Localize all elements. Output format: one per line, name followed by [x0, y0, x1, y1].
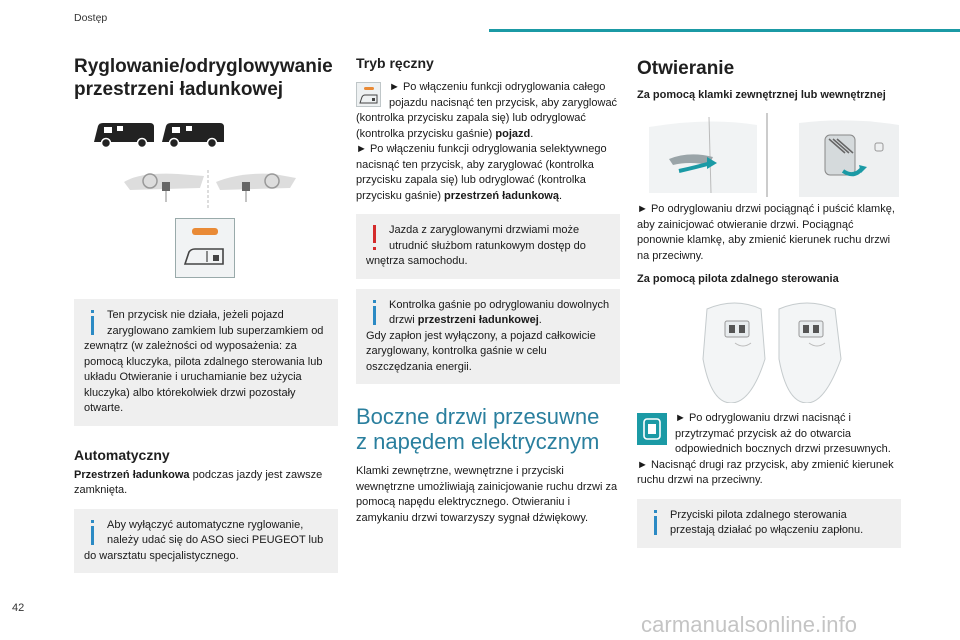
remote-key-illustration	[695, 299, 901, 403]
manual-p2-text: ► Po włączeniu funkcji odryglowania selektywnego nacisnąć ten przycisk, aby zaryglować (kontrolka przycisku zapala się) lub odryglować (kontrolka przycisku gaśnie)	[356, 143, 607, 202]
handle-text: ► Po odryglowaniu drzwi pociągnąć i puścić klamkę, aby zainicjować otwieranie drzwi. Pociągnąć ponownie klamkę, aby zmienić kierunek ruchu drzwi na przeciwny.	[637, 203, 895, 262]
title-line-2: przestrzeni ładunkowej	[74, 79, 284, 100]
door-handle-icons	[649, 113, 899, 197]
warning-icon	[372, 225, 377, 253]
dashboard-icons	[120, 168, 300, 210]
column-middle	[356, 55, 620, 526]
column-left	[74, 55, 338, 573]
info-icon	[90, 310, 95, 338]
info-indicator-bold: przestrzeni ładunkowej	[417, 314, 539, 326]
title-line-1: Ryglowanie/odryglowywanie	[74, 56, 333, 77]
automatic-text-rest: podczas jazdy jest zawsze zamknięta.	[74, 468, 323, 496]
indicator-light	[192, 228, 218, 235]
header-accent-bar	[489, 29, 960, 32]
watermark: carmanualsonline.info	[641, 612, 858, 637]
sliding-doors-text: Klamki zewnętrzne, wewnętrzne i przyciski wewnętrzne umożliwiają zainicjowanie ruchu drzwi za pomocą napędu elektrycznego. Otwieraniu i zamykaniu drzwi towarzyszy sygnał dźwiękowy.	[356, 465, 618, 524]
info-note-text: Aby wyłączyć automatyczne ryglowanie, należy udać się do ASO sieci PEUGEOT lub do warsztatu specjalistycznego.	[84, 518, 324, 562]
manual-paragraph-2	[356, 142, 620, 204]
indicator-light	[364, 87, 374, 90]
warning-note	[356, 214, 620, 279]
sliding-door-button-icon	[637, 413, 667, 445]
info-indicator-text-2: Gdy zapłon jest wyłączony, a pojazd całkowicie zaryglowany, kontrolka gaśnie w celu oszczędzania energii.	[366, 329, 596, 373]
manual-p2-bold: przestrzeń ładunkową	[444, 189, 559, 202]
manual-p2-end: .	[558, 189, 563, 202]
manual-heading: Tryb ręczny	[356, 55, 434, 71]
running-header: Dostęp	[74, 12, 108, 24]
sliding-door-icon	[642, 417, 662, 441]
remote-text-1-content: ► Po odryglowaniu drzwi nacisnąć i przytrzymać przycisk aż do otwarcia odpowiednich bocznych drzwi przesuwnych.	[675, 412, 891, 455]
remote-key-icons	[695, 299, 855, 403]
info-note-text: Ten przycisk nie działa, jeżeli pojazd zaryglowano zamkiem lub superzamkiem od zewnątrz (w zależności od wyposażenia: za pomocą kluczyka, pilota zdalnego sterowania lub układu Otwieranie i uruchamianie bez użycia kluczyka) albo którekolwiek drzwi pozostały otwarte.	[84, 309, 324, 414]
opening-heading: Otwieranie	[637, 58, 735, 79]
handle-heading: Za pomocą klamki zewnętrznej lub wewnętrznej	[637, 89, 886, 101]
section-title	[74, 55, 338, 101]
info-indicator-end: .	[538, 314, 542, 326]
info-note-button-disabled	[74, 299, 338, 426]
manual-p1-end: .	[530, 127, 534, 140]
remote-text-2: ► Nacisnąć drugi raz przycisk, aby zmienić kierunek ruchu drzwi na przeciwny.	[637, 458, 894, 486]
info-note-text: Przyciski pilota zdalnego sterowania przestają działać po włączeniu zapłonu.	[670, 508, 864, 536]
sliding-doors-heading	[356, 404, 620, 454]
dashboard-illustration	[120, 168, 338, 210]
info-icon	[653, 510, 658, 538]
van-lock-icon	[359, 94, 378, 104]
manual-p1-bold: pojazd	[495, 127, 531, 140]
lock-button-illustration	[175, 218, 235, 278]
van-lock-icon	[183, 246, 227, 268]
remote-text-1	[637, 411, 901, 458]
info-indicator-text: Kontrolka gaśnie po odryglowaniu dowolnych drzwi	[389, 298, 610, 326]
manual-p1-text: ► Po włączeniu funkcji odryglowania całego pojazdu nacisnąć ten przycisk, aby zaryglować (kontrolka przycisku zapala się) lub odryglować (kontrolka przycisku gaśnie)	[356, 81, 618, 140]
automatic-text-bold: Przestrzeń ładunkowa	[74, 468, 190, 481]
warning-note-text: Jazda z zaryglowanymi drzwiami może utrudnić służbom ratunkowym dostęp do wnętrza samochodu.	[366, 224, 586, 267]
door-handle-illustration	[649, 113, 901, 197]
info-note-indicator	[356, 289, 620, 385]
sliding-heading-line-1: Boczne drzwi przesuwne	[356, 404, 600, 429]
sliding-heading-line-2: z napędem elektrycznym	[356, 429, 600, 454]
automatic-text	[74, 468, 338, 499]
cargo-lock-button-icon	[356, 82, 381, 107]
info-note-remote	[637, 499, 901, 548]
van-icons	[90, 118, 230, 156]
column-right	[637, 55, 901, 548]
info-icon	[90, 520, 95, 548]
manual-paragraph-1	[356, 80, 620, 142]
info-icon	[372, 300, 377, 328]
automatic-heading: Automatyczny	[74, 446, 170, 463]
van-illustrations	[90, 118, 338, 156]
info-note-auto-lock	[74, 509, 338, 574]
page-number: 42	[12, 602, 25, 614]
remote-heading: Za pomocą pilota zdalnego sterowania	[637, 273, 839, 285]
